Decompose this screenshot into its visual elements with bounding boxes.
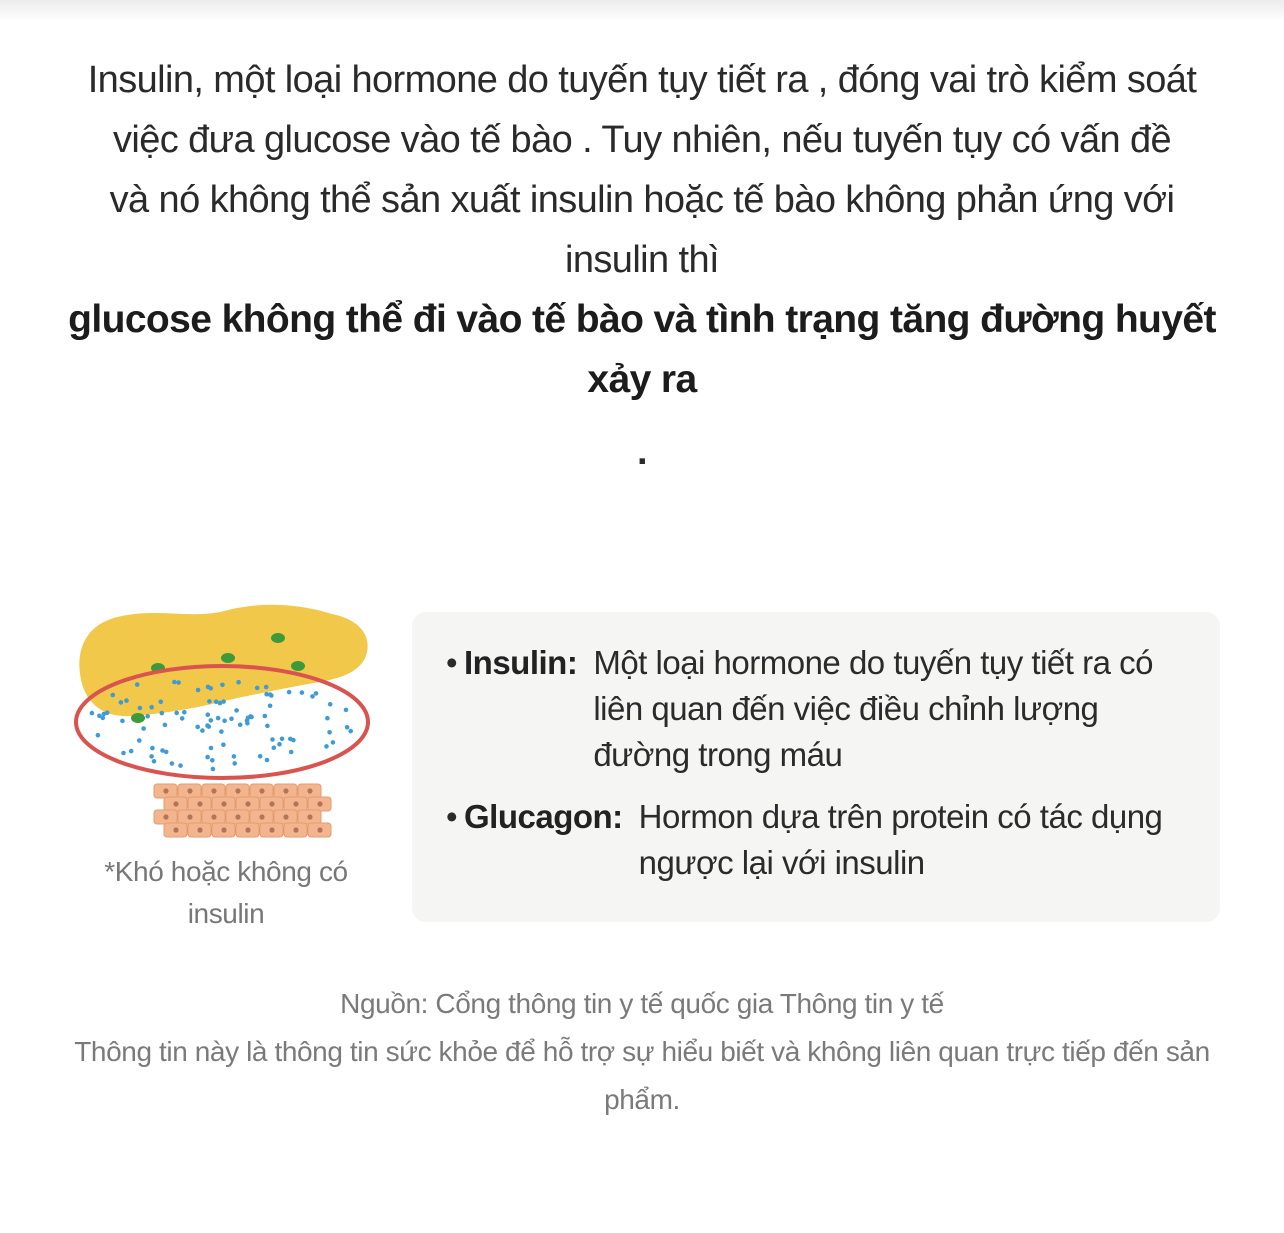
glucose-dot	[102, 712, 107, 717]
disclaimer-line: Thông tin này là thông tin sức khỏe để hỗ trợ sự hiểu biết và không liên quan trực tiếp đến sản phẩm.	[74, 1036, 1210, 1115]
glucose-dot	[206, 712, 211, 717]
insulin-blob	[131, 713, 145, 723]
glucose-dot	[180, 716, 185, 721]
glucose-dot	[245, 721, 250, 726]
glucose-dot	[265, 758, 270, 763]
glucose-dot	[300, 690, 305, 695]
glucose-dot	[289, 750, 294, 755]
cell-nucleus	[269, 827, 274, 832]
glucose-dot	[331, 740, 336, 745]
glucose-dot	[137, 738, 142, 743]
glucose-dot	[97, 714, 102, 719]
glucose-dot	[152, 759, 157, 764]
cell-nucleus	[211, 788, 216, 793]
glucose-dot	[220, 683, 225, 688]
definition-box	[412, 612, 1220, 922]
glucose-dot	[280, 737, 285, 742]
glucose-dot	[206, 685, 211, 690]
glucose-dot	[135, 682, 140, 687]
glucose-dot	[200, 728, 205, 733]
cell-nucleus	[197, 801, 202, 806]
glucose-dot	[207, 699, 212, 704]
cell-nucleus	[187, 788, 192, 793]
desc-glucagon: Hormon dựa trên protein có tác dụng ngược lại với insulin	[638, 798, 1163, 881]
intro-text	[60, 50, 1224, 482]
glucose-dot	[248, 714, 253, 719]
intro-emphasis: glucose không thể đi vào tế bào và tình trạng tăng đường huyết xảy ra	[68, 298, 1216, 401]
glucose-dot	[170, 761, 175, 766]
glucose-dot	[234, 708, 239, 713]
glucose-dot	[270, 737, 275, 742]
term-glucagon: Glucagon:	[464, 798, 623, 835]
cell-nucleus	[173, 827, 178, 832]
cell-nucleus	[307, 814, 312, 819]
term-insulin: Insulin:	[464, 644, 578, 681]
glucose-dot	[141, 726, 146, 731]
glucose-dot	[258, 754, 263, 759]
glucose-dot	[232, 754, 237, 759]
glucose-dot	[229, 717, 234, 722]
glucose-dot	[176, 680, 181, 685]
glucose-dot	[159, 700, 164, 705]
glucose-dot	[221, 742, 226, 747]
glucose-dot	[327, 730, 332, 735]
glucose-dot	[218, 701, 223, 706]
glucose-dot	[264, 692, 269, 697]
glucose-dot	[120, 719, 125, 724]
intro-line-1: Insulin, một loại hormone do tuyến tụy tiết ra , đóng vai trò kiểm soát việc đưa glucose vào tế bào . Tuy nhiên, nếu tuyến tụy có vấn đề	[87, 59, 1197, 161]
glucose-dot	[163, 723, 168, 728]
glucose-dot	[211, 767, 216, 772]
cell-nucleus	[283, 788, 288, 793]
glucose-dot	[160, 748, 165, 753]
bullet: •	[446, 798, 458, 835]
intro-line-2: và nó không thể sản xuất insulin hoặc tế bào không phản ứng với insulin thì	[109, 179, 1175, 281]
insulin-blob	[271, 633, 285, 643]
illustration-caption: *Khó hoặc không có insulin	[104, 856, 348, 929]
glucose-dot	[119, 700, 124, 705]
intro-period: .	[637, 431, 647, 473]
top-shadow	[0, 0, 1284, 22]
body-cells	[154, 784, 331, 837]
glucose-dot	[150, 746, 155, 751]
glucose-dot	[222, 719, 227, 724]
cell-nucleus	[187, 814, 192, 819]
glucose-dot	[269, 693, 274, 698]
desc-insulin: Một loại hormone do tuyến tụy tiết ra có liên quan đến việc điều chỉnh lượng đường trong máu	[593, 644, 1153, 773]
glucose-dot	[345, 725, 350, 730]
definition-insulin	[446, 640, 1200, 778]
glucose-dot	[90, 711, 95, 716]
glucose-dot	[277, 742, 282, 747]
glucose-dot	[149, 705, 154, 710]
glucose-dot	[138, 706, 143, 711]
glucose-dot	[324, 744, 329, 749]
glucose-dot	[149, 754, 154, 759]
glucose-dot	[268, 704, 273, 709]
pancreas-illustration	[70, 596, 390, 846]
glucose-dot	[174, 711, 179, 716]
glucose-dot	[344, 708, 349, 713]
glucose-dot	[210, 758, 215, 763]
cell-nucleus	[307, 788, 312, 793]
cell-nucleus	[317, 827, 322, 832]
glucose-dot	[196, 688, 201, 693]
glucose-dot	[205, 755, 210, 760]
glucose-dot	[121, 751, 126, 756]
glucose-dot	[348, 729, 353, 734]
glucose-dot	[205, 723, 210, 728]
glucose-dot	[264, 685, 269, 690]
definition-glucagon	[446, 794, 1200, 886]
glucose-dot	[288, 737, 293, 742]
glucose-dot	[325, 716, 330, 721]
source-line: Nguồn: Cổng thông tin y tế quốc gia Thông tin y tế	[340, 988, 944, 1019]
cell-nucleus	[235, 788, 240, 793]
cell-nucleus	[269, 801, 274, 806]
cell-nucleus	[173, 801, 178, 806]
glucose-dot	[178, 763, 183, 768]
cell-nucleus	[163, 814, 168, 819]
glucose-dot	[328, 702, 333, 707]
source-note	[60, 980, 1224, 1124]
glucose-dot	[263, 714, 268, 719]
glucose-dot	[129, 749, 134, 754]
insulin-blob	[291, 661, 305, 671]
glucose-dot	[219, 729, 224, 734]
glucose-dot	[195, 725, 200, 730]
glucose-dot	[209, 718, 214, 723]
glucose-dot	[209, 746, 214, 751]
glucose-dot	[182, 710, 187, 715]
glucose-dot	[232, 761, 237, 766]
cell-nucleus	[293, 801, 298, 806]
glucose-dot	[255, 686, 260, 691]
cell-nucleus	[259, 814, 264, 819]
glucose-dot	[272, 746, 277, 751]
cell-nucleus	[221, 827, 226, 832]
glucose-dot	[236, 680, 241, 685]
glucose-dot	[145, 714, 150, 719]
cell-nucleus	[259, 788, 264, 793]
cell-nucleus	[245, 827, 250, 832]
cell-nucleus	[235, 814, 240, 819]
cell-nucleus	[283, 814, 288, 819]
glucose-dot	[160, 711, 165, 716]
glucose-dot	[265, 724, 270, 729]
glucose-dot	[124, 698, 129, 703]
bullet: •	[446, 644, 458, 681]
glucose-dot	[111, 693, 116, 698]
cell-nucleus	[163, 788, 168, 793]
cell-nucleus	[317, 801, 322, 806]
cell-nucleus	[245, 801, 250, 806]
insulin-blob	[221, 653, 235, 663]
glucose-dot	[314, 691, 319, 696]
glucose-dot	[172, 680, 177, 685]
glucose-dot	[287, 690, 292, 695]
glucose-dot	[216, 716, 221, 721]
cell-nucleus	[221, 801, 226, 806]
glucose-dot	[310, 694, 315, 699]
glucose-dot	[238, 723, 243, 728]
cell-nucleus	[197, 827, 202, 832]
cell-nucleus	[293, 827, 298, 832]
glucose-dot	[96, 733, 101, 738]
cell-nucleus	[211, 814, 216, 819]
